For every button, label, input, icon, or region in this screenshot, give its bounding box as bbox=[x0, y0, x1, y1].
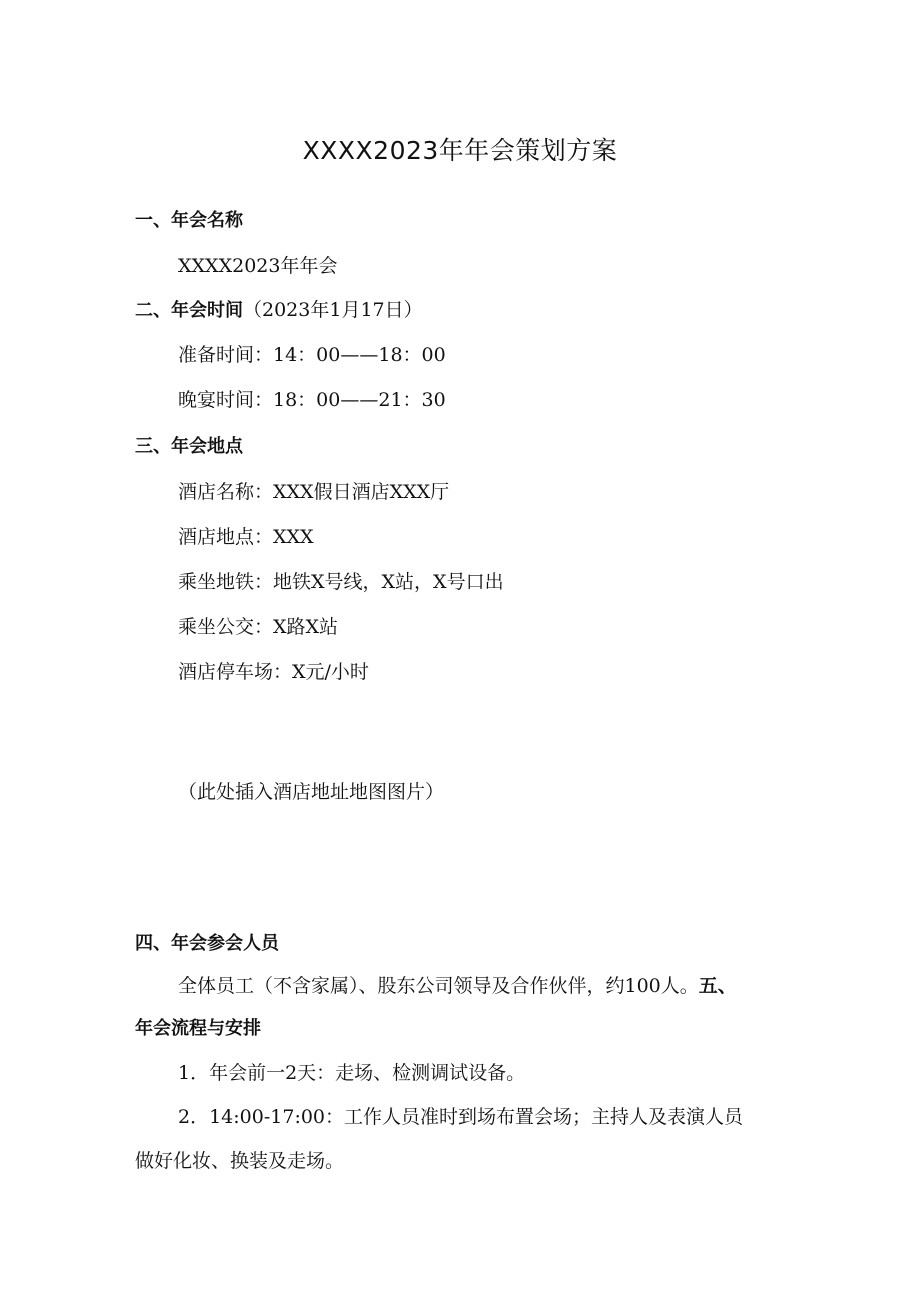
section-heading-process-prefix: 五、 bbox=[698, 975, 737, 997]
document-title: XXXX2023年年会策划方案 bbox=[302, 136, 618, 165]
section-heading-name: 一、年会名称 bbox=[135, 210, 243, 231]
section-heading-process: 年会流程与安排 bbox=[135, 1018, 261, 1039]
attendees-paragraph bbox=[178, 974, 737, 998]
process-item-2-line-2: 做好化妆、换装及走场。 bbox=[135, 1150, 345, 1172]
process-item-2-line-1: 2．14:00-17:00：工作人员准时到场布置会场；主持人及表演人员 bbox=[178, 1106, 744, 1128]
section-heading-time bbox=[135, 298, 423, 323]
metro-info: 乘坐地铁：地铁X号线，X站，X号口出 bbox=[178, 571, 504, 593]
bus-info: 乘坐公交：X路X站 bbox=[178, 616, 339, 638]
event-name: XXXX2023年年会 bbox=[178, 255, 338, 277]
section-heading-location: 三、年会地点 bbox=[135, 436, 243, 457]
dinner-time: 晚宴时间：18：00——21：30 bbox=[178, 389, 446, 411]
section-heading-attendees: 四、年会参会人员 bbox=[135, 933, 279, 954]
hotel-name: 酒店名称：XXX假日酒店XXX厅 bbox=[178, 481, 450, 503]
process-item-1: 1．年会前一2天：走场、检测调试设备。 bbox=[178, 1062, 526, 1084]
hotel-address: 酒店地点：XXX bbox=[178, 526, 314, 548]
prep-time: 准备时间：14：00——18：00 bbox=[178, 344, 446, 366]
attendees-text: 全体员工（不含家属）、股东公司领导及合作伙伴，约100人。 bbox=[178, 975, 699, 997]
parking-info: 酒店停车场：X元/小时 bbox=[178, 661, 369, 683]
event-date: （2023年1月17日） bbox=[243, 299, 423, 321]
map-placeholder-note: （此处插入酒店地址地图图片） bbox=[178, 781, 445, 803]
section-heading-time-label: 二、年会时间 bbox=[135, 300, 243, 321]
